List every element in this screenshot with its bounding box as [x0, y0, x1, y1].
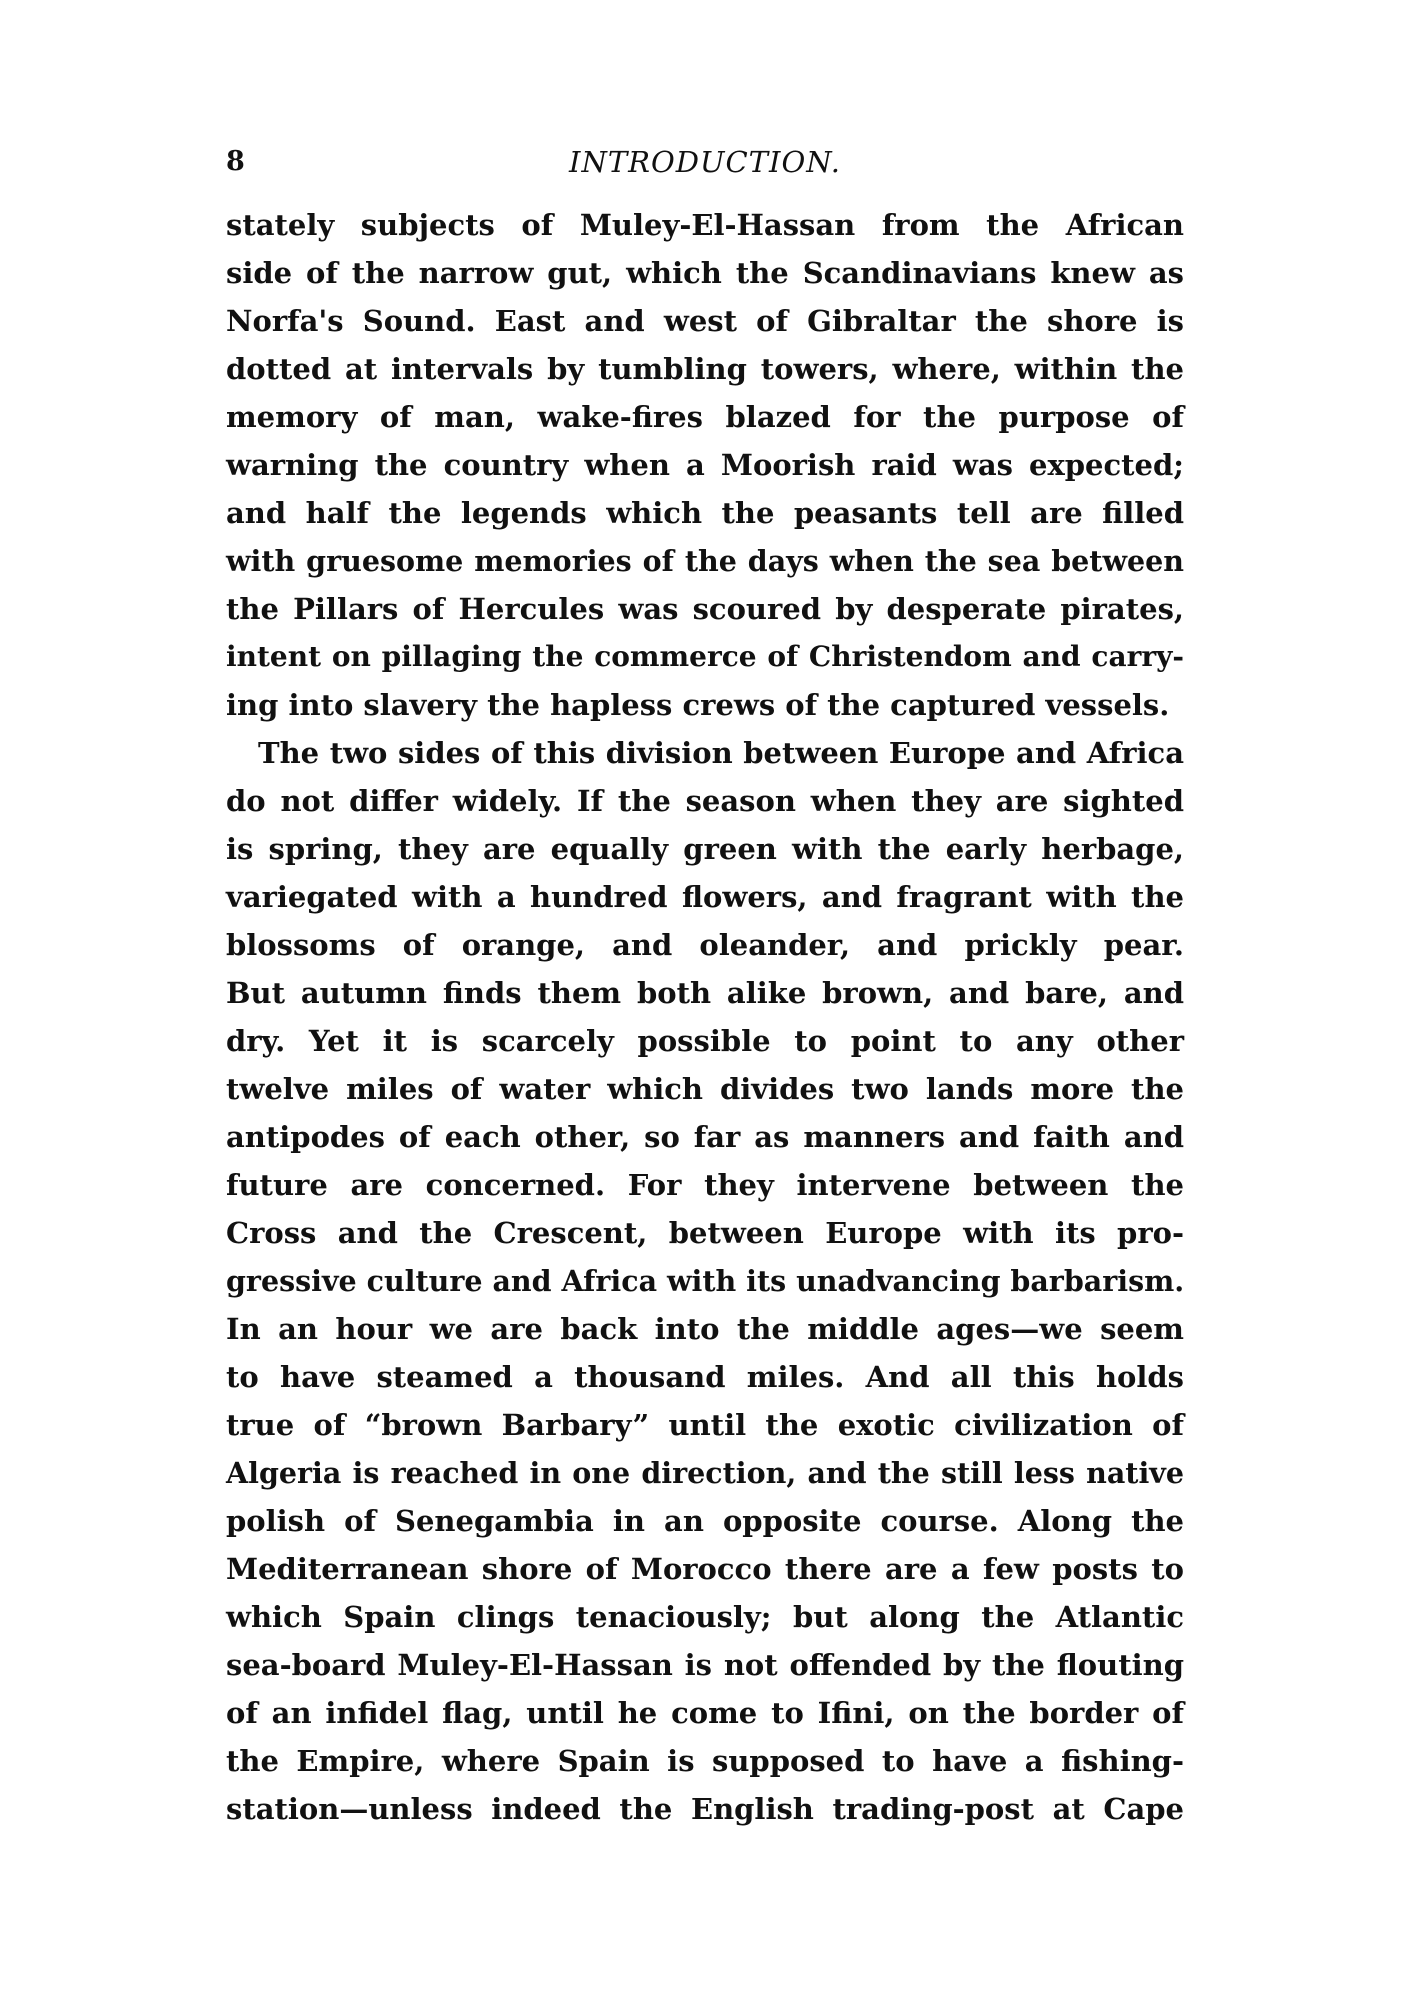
text-line: blossoms of orange, and oleander, and prickly pear.: [226, 928, 1184, 962]
paragraph-1: [226, 201, 1184, 729]
running-title: INTRODUCTION.: [569, 145, 841, 179]
text-line: warning the country when a Moorish raid was expected;: [226, 448, 1184, 482]
text-line: station—unless indeed the English trading-post at Cape: [226, 1792, 1184, 1826]
paragraph-2: [226, 729, 1184, 1833]
text-line: is spring, they are equally green with the early herbage,: [226, 832, 1184, 866]
text-line: ing into slavery the hapless crews of the captured vessels.: [226, 688, 1170, 722]
text-line: intent on pillaging the commerce of Christendom and carry-: [226, 640, 1184, 673]
text-line: Cross and the Crescent, between Europe with its pro-: [226, 1216, 1184, 1250]
text-line: of an infidel flag, until he come to Ifini, on the border of: [226, 1696, 1184, 1730]
text-line: the Empire, where Spain is supposed to have a fishing-: [226, 1744, 1184, 1778]
text-line: Norfa's Sound. East and west of Gibraltar the shore is: [226, 304, 1184, 338]
page-header: [226, 140, 1184, 184]
text-line: memory of man, wake-fires blazed for the purpose of: [226, 400, 1184, 434]
text-line: sea-board Muley-El-Hassan is not offended by the flouting: [226, 1648, 1184, 1682]
text-line: twelve miles of water which divides two lands more the: [226, 1072, 1184, 1106]
text-line: variegated with a hundred flowers, and fragrant with the: [226, 880, 1184, 914]
text-line: Algeria is reached in one direction, and the still less native: [226, 1456, 1184, 1490]
text-line: The two sides of this division between Europe and Africa: [258, 736, 1184, 770]
text-line: true of “brown Barbary” until the exotic civilization of: [226, 1408, 1184, 1442]
text-line: dotted at intervals by tumbling towers, where, within the: [226, 352, 1184, 386]
text-line: Mediterranean shore of Morocco there are a few posts to: [226, 1552, 1184, 1586]
text-line: which Spain clings tenaciously; but along the Atlantic: [226, 1600, 1184, 1634]
text-line: with gruesome memories of the days when the sea between: [226, 544, 1184, 578]
text-line: and half the legends which the peasants tell are filled: [226, 496, 1184, 530]
body-text: [226, 201, 1184, 1833]
text-line: to have steamed a thousand miles. And all this holds: [226, 1360, 1184, 1394]
text-line: stately subjects of Muley-El-Hassan from the African: [226, 208, 1184, 242]
text-line: polish of Senegambia in an opposite course. Along the: [226, 1504, 1184, 1538]
text-line: But autumn finds them both alike brown, and bare, and: [226, 976, 1184, 1010]
text-line: side of the narrow gut, which the Scandinavians knew as: [226, 256, 1184, 290]
text-line: the Pillars of Hercules was scoured by desperate pirates,: [226, 592, 1184, 626]
text-line: future are concerned. For they intervene between the: [226, 1168, 1184, 1202]
text-line: gressive culture and Africa with its unadvancing barbarism.: [226, 1264, 1185, 1298]
text-line: dry. Yet it is scarcely possible to point to any other: [226, 1024, 1184, 1058]
text-line: In an hour we are back into the middle ages—we seem: [226, 1312, 1184, 1346]
page-number: 8: [226, 146, 245, 177]
text-line: antipodes of each other, so far as manners and faith and: [226, 1120, 1184, 1154]
text-line: do not differ widely. If the season when they are sighted: [226, 784, 1184, 818]
